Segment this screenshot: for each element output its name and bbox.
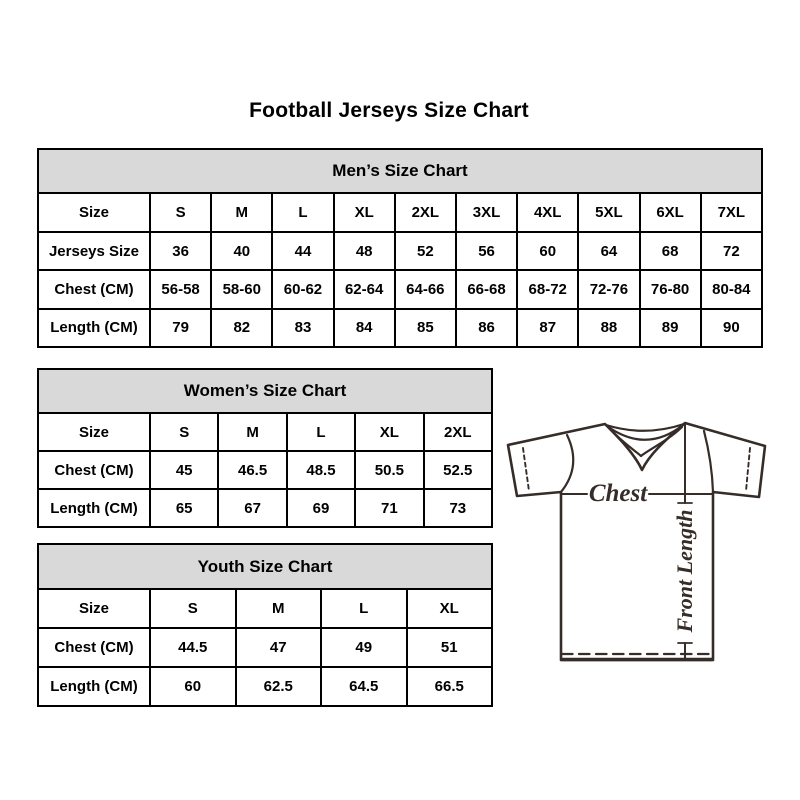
row-label-header: Size bbox=[38, 193, 150, 231]
row-label: Chest (CM) bbox=[38, 270, 150, 308]
size-column-header: 2XL bbox=[424, 413, 492, 451]
data-cell: 71 bbox=[355, 489, 423, 527]
data-cell: 64-66 bbox=[395, 270, 456, 308]
data-cell: 52 bbox=[395, 232, 456, 270]
youth-table bbox=[37, 543, 493, 707]
data-cell: 50.5 bbox=[355, 451, 423, 489]
size-column-header: 4XL bbox=[517, 193, 578, 231]
table-row bbox=[38, 667, 492, 706]
mens-table-header: Men’s Size Chart bbox=[38, 149, 762, 193]
data-cell: 62.5 bbox=[236, 667, 322, 706]
row-label-header: Size bbox=[38, 413, 150, 451]
row-label: Jerseys Size bbox=[38, 232, 150, 270]
data-cell: 64.5 bbox=[321, 667, 407, 706]
table-row bbox=[38, 309, 762, 347]
data-cell: 60 bbox=[150, 667, 236, 706]
size-column-header: 7XL bbox=[701, 193, 762, 231]
size-column-header: M bbox=[236, 589, 322, 628]
data-cell: 89 bbox=[640, 309, 701, 347]
data-cell: 76-80 bbox=[640, 270, 701, 308]
size-column-header: XL bbox=[355, 413, 423, 451]
table-row bbox=[38, 489, 492, 527]
data-cell: 46.5 bbox=[218, 451, 286, 489]
data-cell: 65 bbox=[150, 489, 218, 527]
data-cell: 85 bbox=[395, 309, 456, 347]
data-cell: 44 bbox=[272, 232, 333, 270]
row-label-header: Size bbox=[38, 589, 150, 628]
data-cell: 62-64 bbox=[334, 270, 395, 308]
data-cell: 56-58 bbox=[150, 270, 211, 308]
table-row bbox=[38, 232, 762, 270]
size-column-header: L bbox=[321, 589, 407, 628]
size-column-header: 6XL bbox=[640, 193, 701, 231]
data-cell: 51 bbox=[407, 628, 493, 667]
data-cell: 67 bbox=[218, 489, 286, 527]
data-cell: 52.5 bbox=[424, 451, 492, 489]
row-label: Chest (CM) bbox=[38, 451, 150, 489]
collar-band-arc-outer bbox=[606, 424, 684, 431]
youth-table-header: Youth Size Chart bbox=[38, 544, 492, 589]
row-label: Length (CM) bbox=[38, 667, 150, 706]
data-cell: 88 bbox=[578, 309, 639, 347]
data-cell: 64 bbox=[578, 232, 639, 270]
data-cell: 83 bbox=[272, 309, 333, 347]
data-cell: 86 bbox=[456, 309, 517, 347]
size-column-header: L bbox=[272, 193, 333, 231]
data-cell: 72 bbox=[701, 232, 762, 270]
data-cell: 82 bbox=[211, 309, 272, 347]
page-title: Football Jerseys Size Chart bbox=[249, 99, 529, 122]
size-column-header: XL bbox=[407, 589, 493, 628]
data-cell: 80-84 bbox=[701, 270, 762, 308]
data-cell: 72-76 bbox=[578, 270, 639, 308]
data-cell: 56 bbox=[456, 232, 517, 270]
mens-table bbox=[37, 148, 763, 348]
youth-size-chart-table bbox=[37, 543, 493, 707]
data-cell: 79 bbox=[150, 309, 211, 347]
mens-size-chart-table bbox=[37, 148, 763, 348]
size-column-header: 2XL bbox=[395, 193, 456, 231]
size-column-header: M bbox=[218, 413, 286, 451]
data-cell: 90 bbox=[701, 309, 762, 347]
jersey-outline-shape bbox=[508, 423, 765, 660]
data-cell: 58-60 bbox=[211, 270, 272, 308]
data-cell: 87 bbox=[517, 309, 578, 347]
data-cell: 48.5 bbox=[287, 451, 355, 489]
table-row bbox=[38, 451, 492, 489]
size-column-header: XL bbox=[334, 193, 395, 231]
data-cell: 60-62 bbox=[272, 270, 333, 308]
table-row bbox=[38, 270, 762, 308]
data-cell: 66-68 bbox=[456, 270, 517, 308]
data-cell: 60 bbox=[517, 232, 578, 270]
table-row bbox=[38, 628, 492, 667]
size-column-header: M bbox=[211, 193, 272, 231]
data-cell: 84 bbox=[334, 309, 395, 347]
row-label: Length (CM) bbox=[38, 489, 150, 527]
data-cell: 45 bbox=[150, 451, 218, 489]
data-cell: 48 bbox=[334, 232, 395, 270]
data-cell: 36 bbox=[150, 232, 211, 270]
front-length-label: Front Length bbox=[672, 509, 697, 633]
size-column-header: L bbox=[287, 413, 355, 451]
row-label: Chest (CM) bbox=[38, 628, 150, 667]
data-cell: 47 bbox=[236, 628, 322, 667]
size-column-header: S bbox=[150, 193, 211, 231]
womens-table bbox=[37, 368, 493, 528]
size-column-header: 3XL bbox=[456, 193, 517, 231]
size-column-header: 5XL bbox=[578, 193, 639, 231]
data-cell: 69 bbox=[287, 489, 355, 527]
data-cell: 68-72 bbox=[517, 270, 578, 308]
chest-label: Chest bbox=[588, 480, 648, 507]
size-column-header: S bbox=[150, 413, 218, 451]
row-label: Length (CM) bbox=[38, 309, 150, 347]
data-cell: 40 bbox=[211, 232, 272, 270]
data-cell: 68 bbox=[640, 232, 701, 270]
womens-size-chart-table bbox=[37, 368, 493, 528]
data-cell: 49 bbox=[321, 628, 407, 667]
data-cell: 66.5 bbox=[407, 667, 493, 706]
jersey-measurement-diagram bbox=[500, 405, 775, 670]
data-cell: 73 bbox=[424, 489, 492, 527]
data-cell: 44.5 bbox=[150, 628, 236, 667]
womens-table-header: Women’s Size Chart bbox=[38, 369, 492, 413]
size-column-header: S bbox=[150, 589, 236, 628]
